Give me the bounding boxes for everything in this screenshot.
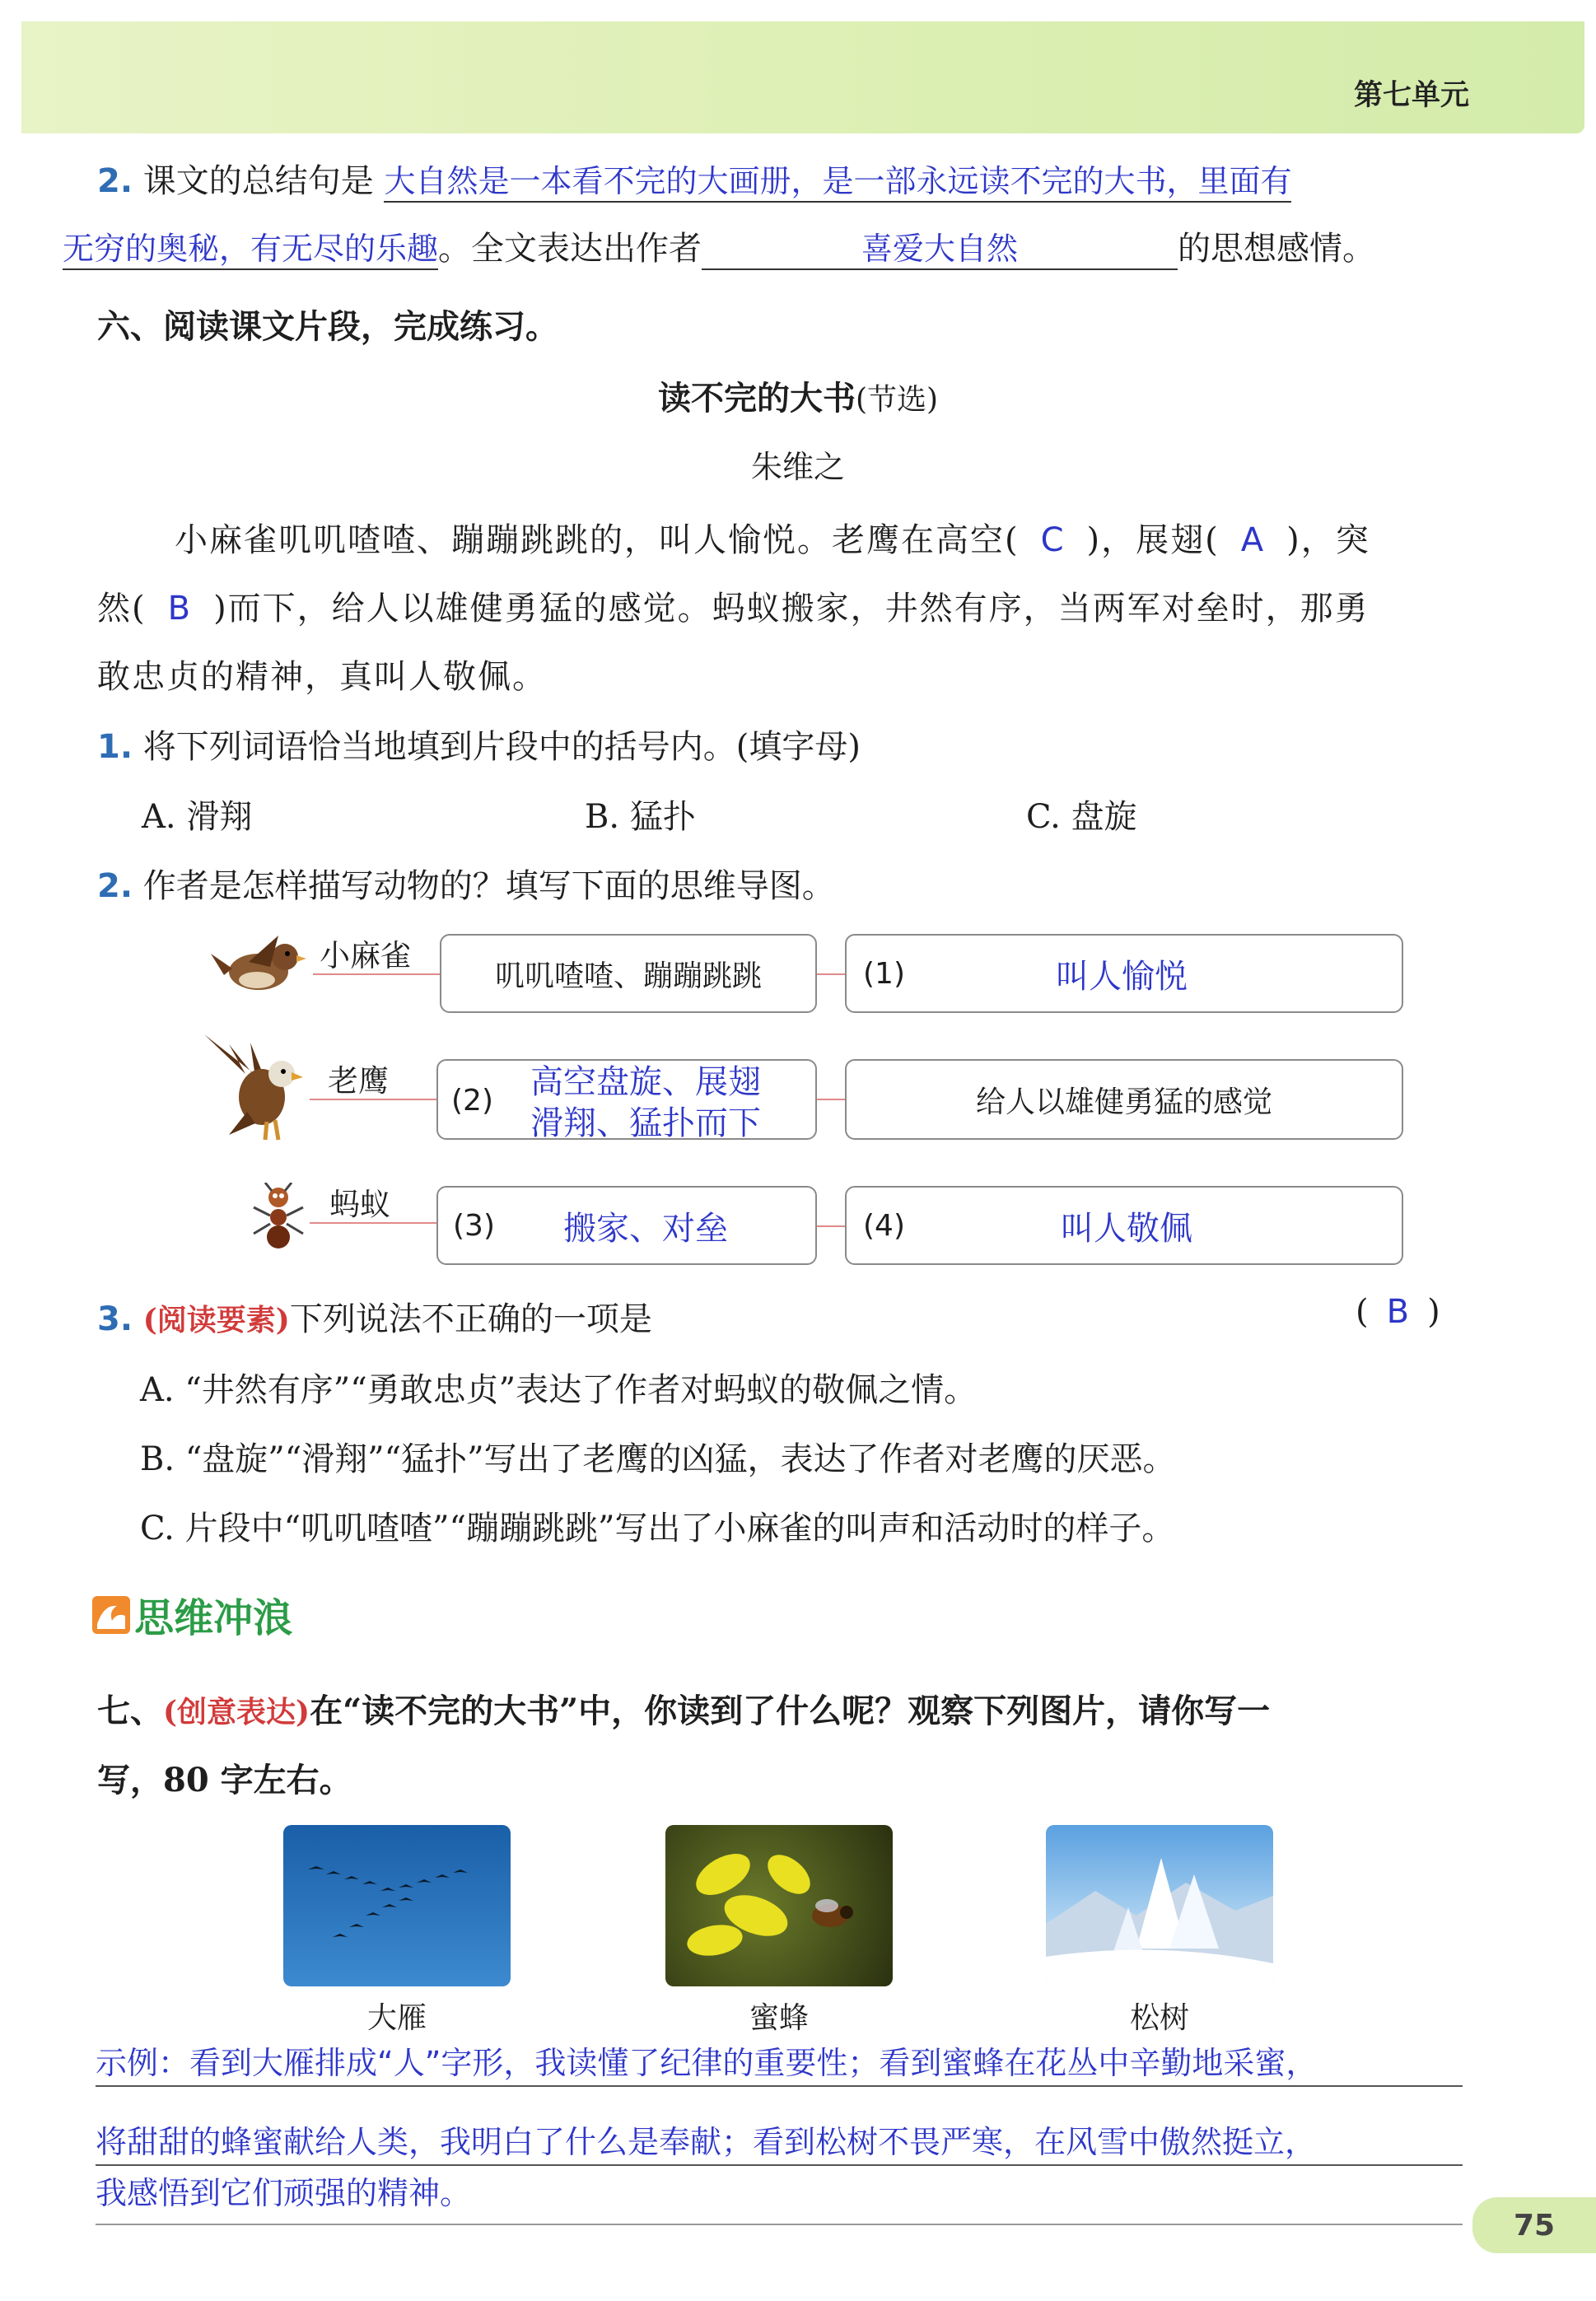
question-text: 课文的总结句是 bbox=[142, 162, 374, 200]
geese-photo bbox=[283, 1825, 511, 1986]
sparrow-desc-box bbox=[440, 934, 817, 1013]
writing-rule bbox=[96, 2085, 1463, 2087]
caption-bee: 蜜蜂 bbox=[749, 2001, 809, 2035]
ant-answer-box[interactable] bbox=[436, 1186, 817, 1265]
blank-number: (1) bbox=[863, 957, 905, 991]
answer-text: 叫人敬佩 bbox=[1061, 1210, 1192, 1248]
eagle-answer-box[interactable] bbox=[436, 1059, 817, 1140]
question-tag: (阅读要素) bbox=[142, 1303, 290, 1337]
passage-text: 然( bbox=[97, 590, 147, 628]
q6-3-answer bbox=[1356, 1293, 1440, 1331]
answer-text: 高空盘旋、展翅 bbox=[530, 1063, 761, 1101]
section-tag: (创意表达) bbox=[163, 1695, 310, 1729]
q6-3 bbox=[97, 1293, 1464, 1340]
caption-pine: 松树 bbox=[1129, 2001, 1189, 2035]
passage-text: )，展翅( bbox=[1086, 521, 1220, 559]
eagle-label: 老鹰 bbox=[328, 1063, 389, 1099]
eagle-icon bbox=[196, 1026, 308, 1143]
connector bbox=[817, 1099, 845, 1100]
connector bbox=[313, 973, 441, 975]
connector bbox=[817, 1225, 845, 1227]
passage-title-note: (节选) bbox=[855, 383, 939, 417]
page-number: 75 bbox=[1472, 2197, 1596, 2253]
answer-blank[interactable]: A bbox=[1240, 521, 1266, 559]
sparrow-desc: 叽叽喳喳、蹦蹦跳跳 bbox=[494, 959, 762, 993]
connector bbox=[817, 973, 845, 975]
q6-3-option-b: B. “盘旋”“滑翔”“猛扑”写出了老鹰的凶猛，表达了作者对老鹰的厌恶。 bbox=[140, 1440, 1176, 1478]
question-text: 将下列词语恰当地填到片段中的括号内。(填字母) bbox=[142, 728, 861, 766]
section6-heading: 六、阅读课文片段，完成练习。 bbox=[97, 307, 558, 346]
question-number: 2. bbox=[97, 867, 133, 905]
connector bbox=[310, 1222, 438, 1224]
question-number: 2. bbox=[97, 162, 133, 200]
answer-text: 滑翔、猛扑而下 bbox=[530, 1104, 761, 1142]
option-a: A. 滑翔 bbox=[142, 798, 253, 836]
sparrow-label: 小麻雀 bbox=[320, 938, 411, 973]
blank-number: (3) bbox=[453, 1209, 495, 1243]
eagle-result: 给人以雄健勇猛的感觉 bbox=[975, 1085, 1272, 1119]
question-text: 作者是怎样描写动物的？填写下面的思维导图。 bbox=[142, 867, 835, 905]
passage-line3: 敢忠贞的精神，真叫人敬佩。 bbox=[97, 658, 547, 696]
pine-photo bbox=[1046, 1825, 1273, 1986]
ant-answer-box-2[interactable] bbox=[845, 1186, 1403, 1265]
q6-3-option-c: C. 片段中“叽叽喳喳”“蹦蹦跳跳”写出了小麻雀的叫声和活动时的样子。 bbox=[140, 1510, 1175, 1547]
connector bbox=[310, 1099, 438, 1100]
paren: ( bbox=[1356, 1293, 1369, 1331]
unit-label: 第七单元 bbox=[1353, 79, 1469, 112]
bee-photo bbox=[665, 1825, 893, 1986]
ant-icon bbox=[247, 1183, 310, 1252]
section-think-heading bbox=[92, 1586, 292, 1643]
q6-3-option-a: A. “井然有序”“勇敢忠贞”表达了作者对蚂蚁的敬佩之情。 bbox=[140, 1371, 978, 1409]
question-text: 。全文表达出作者 bbox=[438, 230, 702, 268]
answer-blank[interactable]: B bbox=[167, 590, 193, 628]
option-b: B. 猛扑 bbox=[585, 798, 696, 836]
writing-answer-line2[interactable]: 将甜甜的蜂蜜献给人类，我明白了什么是奉献；看到松树不畏严寒，在风雪中傲然挺立， bbox=[96, 2124, 1317, 2160]
writing-answer-line3[interactable]: 我感悟到它们顽强的精神。 bbox=[96, 2175, 472, 2211]
heading-text: 七、 bbox=[97, 1692, 163, 1730]
passage-title-text: 读不完的大书 bbox=[657, 379, 856, 418]
passage-text: )而下，给人以雄健勇猛的感觉。蚂蚁搬家，井然有序，当两军对垒时，那勇 bbox=[213, 590, 1370, 628]
sparrow-answer-box[interactable] bbox=[845, 934, 1403, 1013]
passage-text: )，突 bbox=[1286, 521, 1370, 559]
heading-text: 在“读不完的大书”中，你读到了什么呢？观察下列图片，请你写一 bbox=[310, 1692, 1271, 1730]
wave-icon bbox=[92, 1596, 130, 1634]
passage-author: 朱维之 bbox=[750, 449, 845, 485]
blank-number: (4) bbox=[863, 1209, 905, 1243]
section7-heading-2: 写，80 字左右。 bbox=[97, 1761, 352, 1799]
writing-rule bbox=[96, 2164, 1463, 2166]
ant-label: 蚂蚁 bbox=[329, 1187, 390, 1222]
paren: ) bbox=[1427, 1293, 1440, 1331]
answer-blank[interactable]: C bbox=[1040, 521, 1066, 559]
answer-blank[interactable]: 无穷的奥秘，有无尽的乐趣 bbox=[63, 223, 438, 270]
eagle-result-box bbox=[845, 1059, 1403, 1140]
answer-text: 搬家、对垒 bbox=[563, 1210, 728, 1248]
writing-answer-line1[interactable]: 示例：看到大雁排成“人”字形，我读懂了纪律的重要性；看到蜜蜂在花丛中辛勤地采蜜， bbox=[96, 2045, 1318, 2081]
answer-text: 叫人愉悦 bbox=[1056, 958, 1188, 996]
question-number: 3. bbox=[97, 1300, 133, 1338]
blank-number: (2) bbox=[451, 1084, 493, 1118]
answer-blank[interactable]: 喜爱大自然 bbox=[702, 223, 1178, 270]
section-think-title: 思维冲浪 bbox=[134, 1595, 293, 1641]
question-number: 1. bbox=[97, 728, 133, 766]
answer-blank[interactable]: B bbox=[1386, 1293, 1410, 1331]
writing-rule bbox=[96, 2224, 1463, 2225]
passage-text: 小麻雀叽叽喳喳、蹦蹦跳跳的，叫人愉悦。老鹰在高空( bbox=[175, 521, 1020, 559]
caption-geese: 大雁 bbox=[366, 2001, 427, 2035]
sparrow-icon bbox=[208, 929, 306, 1008]
question-text: 的思想感情。 bbox=[1178, 230, 1376, 268]
section7-heading bbox=[97, 1685, 1270, 1732]
option-c: C. 盘旋 bbox=[1026, 798, 1137, 836]
question-text: 下列说法不正确的一项是 bbox=[289, 1300, 652, 1338]
answer-blank[interactable]: 大自然是一本看不完的大画册，是一部永远读不完的大书，里面有 bbox=[384, 156, 1291, 203]
